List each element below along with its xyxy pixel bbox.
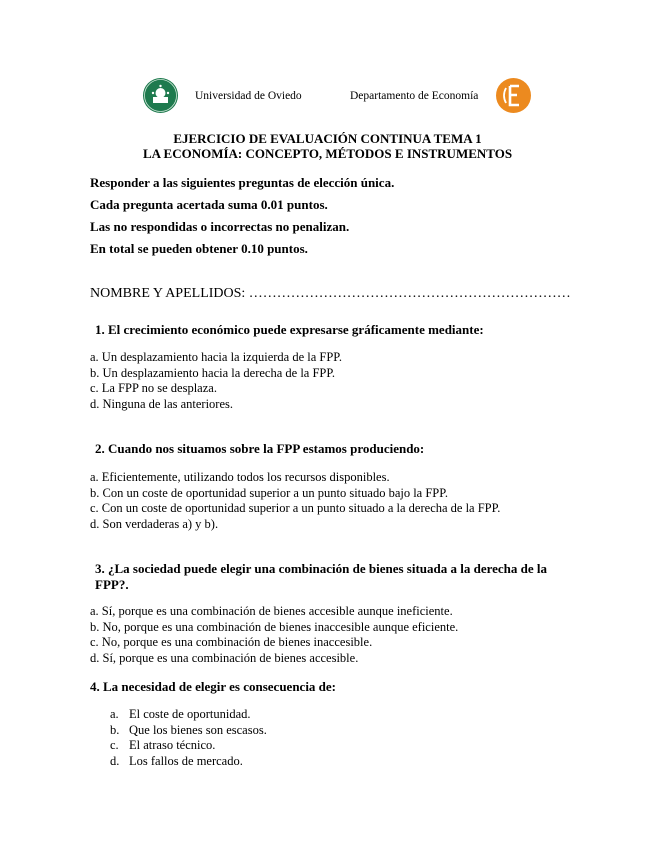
university-name: Universidad de Oviedo (195, 90, 302, 102)
option: d. Sí, porque es una combinación de bienes accesible. (90, 650, 359, 665)
option-label: a. (110, 707, 119, 721)
option-text: Que los bienes son escasos. (129, 722, 267, 737)
option (110, 754, 267, 770)
option: c. No, porque es una combinación de bienes inaccesible. (90, 635, 373, 649)
option (110, 738, 267, 754)
university-seal-icon (143, 78, 178, 113)
instruction-line: En total se pueden obtener 0.10 puntos. (90, 241, 308, 256)
question-2: 2. Cuando nos situamos sobre la FPP estamos produciendo: (95, 441, 425, 456)
option: a. Sí, porque es una combinación de bienes accesible aunque ineficiente. (90, 604, 453, 618)
question-2-options (90, 470, 500, 532)
instruction-line: Responder a las siguientes preguntas de elección única. (90, 175, 395, 190)
option: c. Con un coste de oportunidad superior a un punto situado a la derecha de la FPP. (90, 501, 501, 515)
option: d. Ninguna de las anteriores. (90, 396, 234, 411)
option (110, 723, 267, 739)
option-label: b. (110, 722, 120, 737)
question-3-line: FPP?. (95, 577, 129, 592)
option: b. Un desplazamiento hacia la derecha de la FPP. (90, 365, 336, 380)
question-4: 4. La necesidad de elegir es consecuencia de: (90, 679, 337, 694)
economics-department-logo-icon (496, 78, 531, 113)
option: a. Un desplazamiento hacia la izquierda de la FPP. (90, 350, 343, 364)
question-1-options (90, 350, 342, 412)
option (110, 707, 267, 723)
option-text: Los fallos de mercado. (129, 753, 243, 768)
instruction-line: Cada pregunta acertada suma 0.01 puntos. (90, 197, 328, 212)
option-text: El atraso técnico. (129, 738, 216, 752)
question-1: 1. El crecimiento económico puede expresarse gráficamente mediante: (95, 322, 484, 337)
question-3-options (90, 604, 458, 666)
exercise-title: EJERCICIO DE EVALUACIÓN CONTINUA TEMA 1 (173, 131, 482, 146)
instruction-line: Las no respondidas o incorrectas no penalizan. (90, 219, 350, 234)
option: a. Eficientemente, utilizando todos los recursos disponibles. (90, 470, 390, 484)
option: c. La FPP no se desplaza. (90, 381, 217, 395)
exercise-subtitle: LA ECONOMÍA: CONCEPTO, MÉTODOS E INSTRUMENTOS (142, 146, 513, 161)
option-text: El coste de oportunidad. (129, 707, 251, 721)
name-field: NOMBRE Y APELLIDOS: …………………………………………………………… (90, 286, 571, 301)
option-label: c. (110, 738, 119, 752)
question-3 (95, 561, 547, 593)
option: b. Con un coste de oportunidad superior a un punto situado bajo la FPP. (90, 485, 448, 500)
question-4-options (110, 707, 267, 769)
option-label: d. (110, 753, 120, 768)
option: b. No, porque es una combinación de bienes inaccesible aunque eficiente. (90, 619, 459, 634)
option: d. Son verdaderas a) y b). (90, 516, 219, 531)
department-name: Departamento de Economía (350, 90, 479, 102)
question-3-line: 3. ¿La sociedad puede elegir una combinación de bienes situada a la derecha de la (95, 561, 548, 576)
